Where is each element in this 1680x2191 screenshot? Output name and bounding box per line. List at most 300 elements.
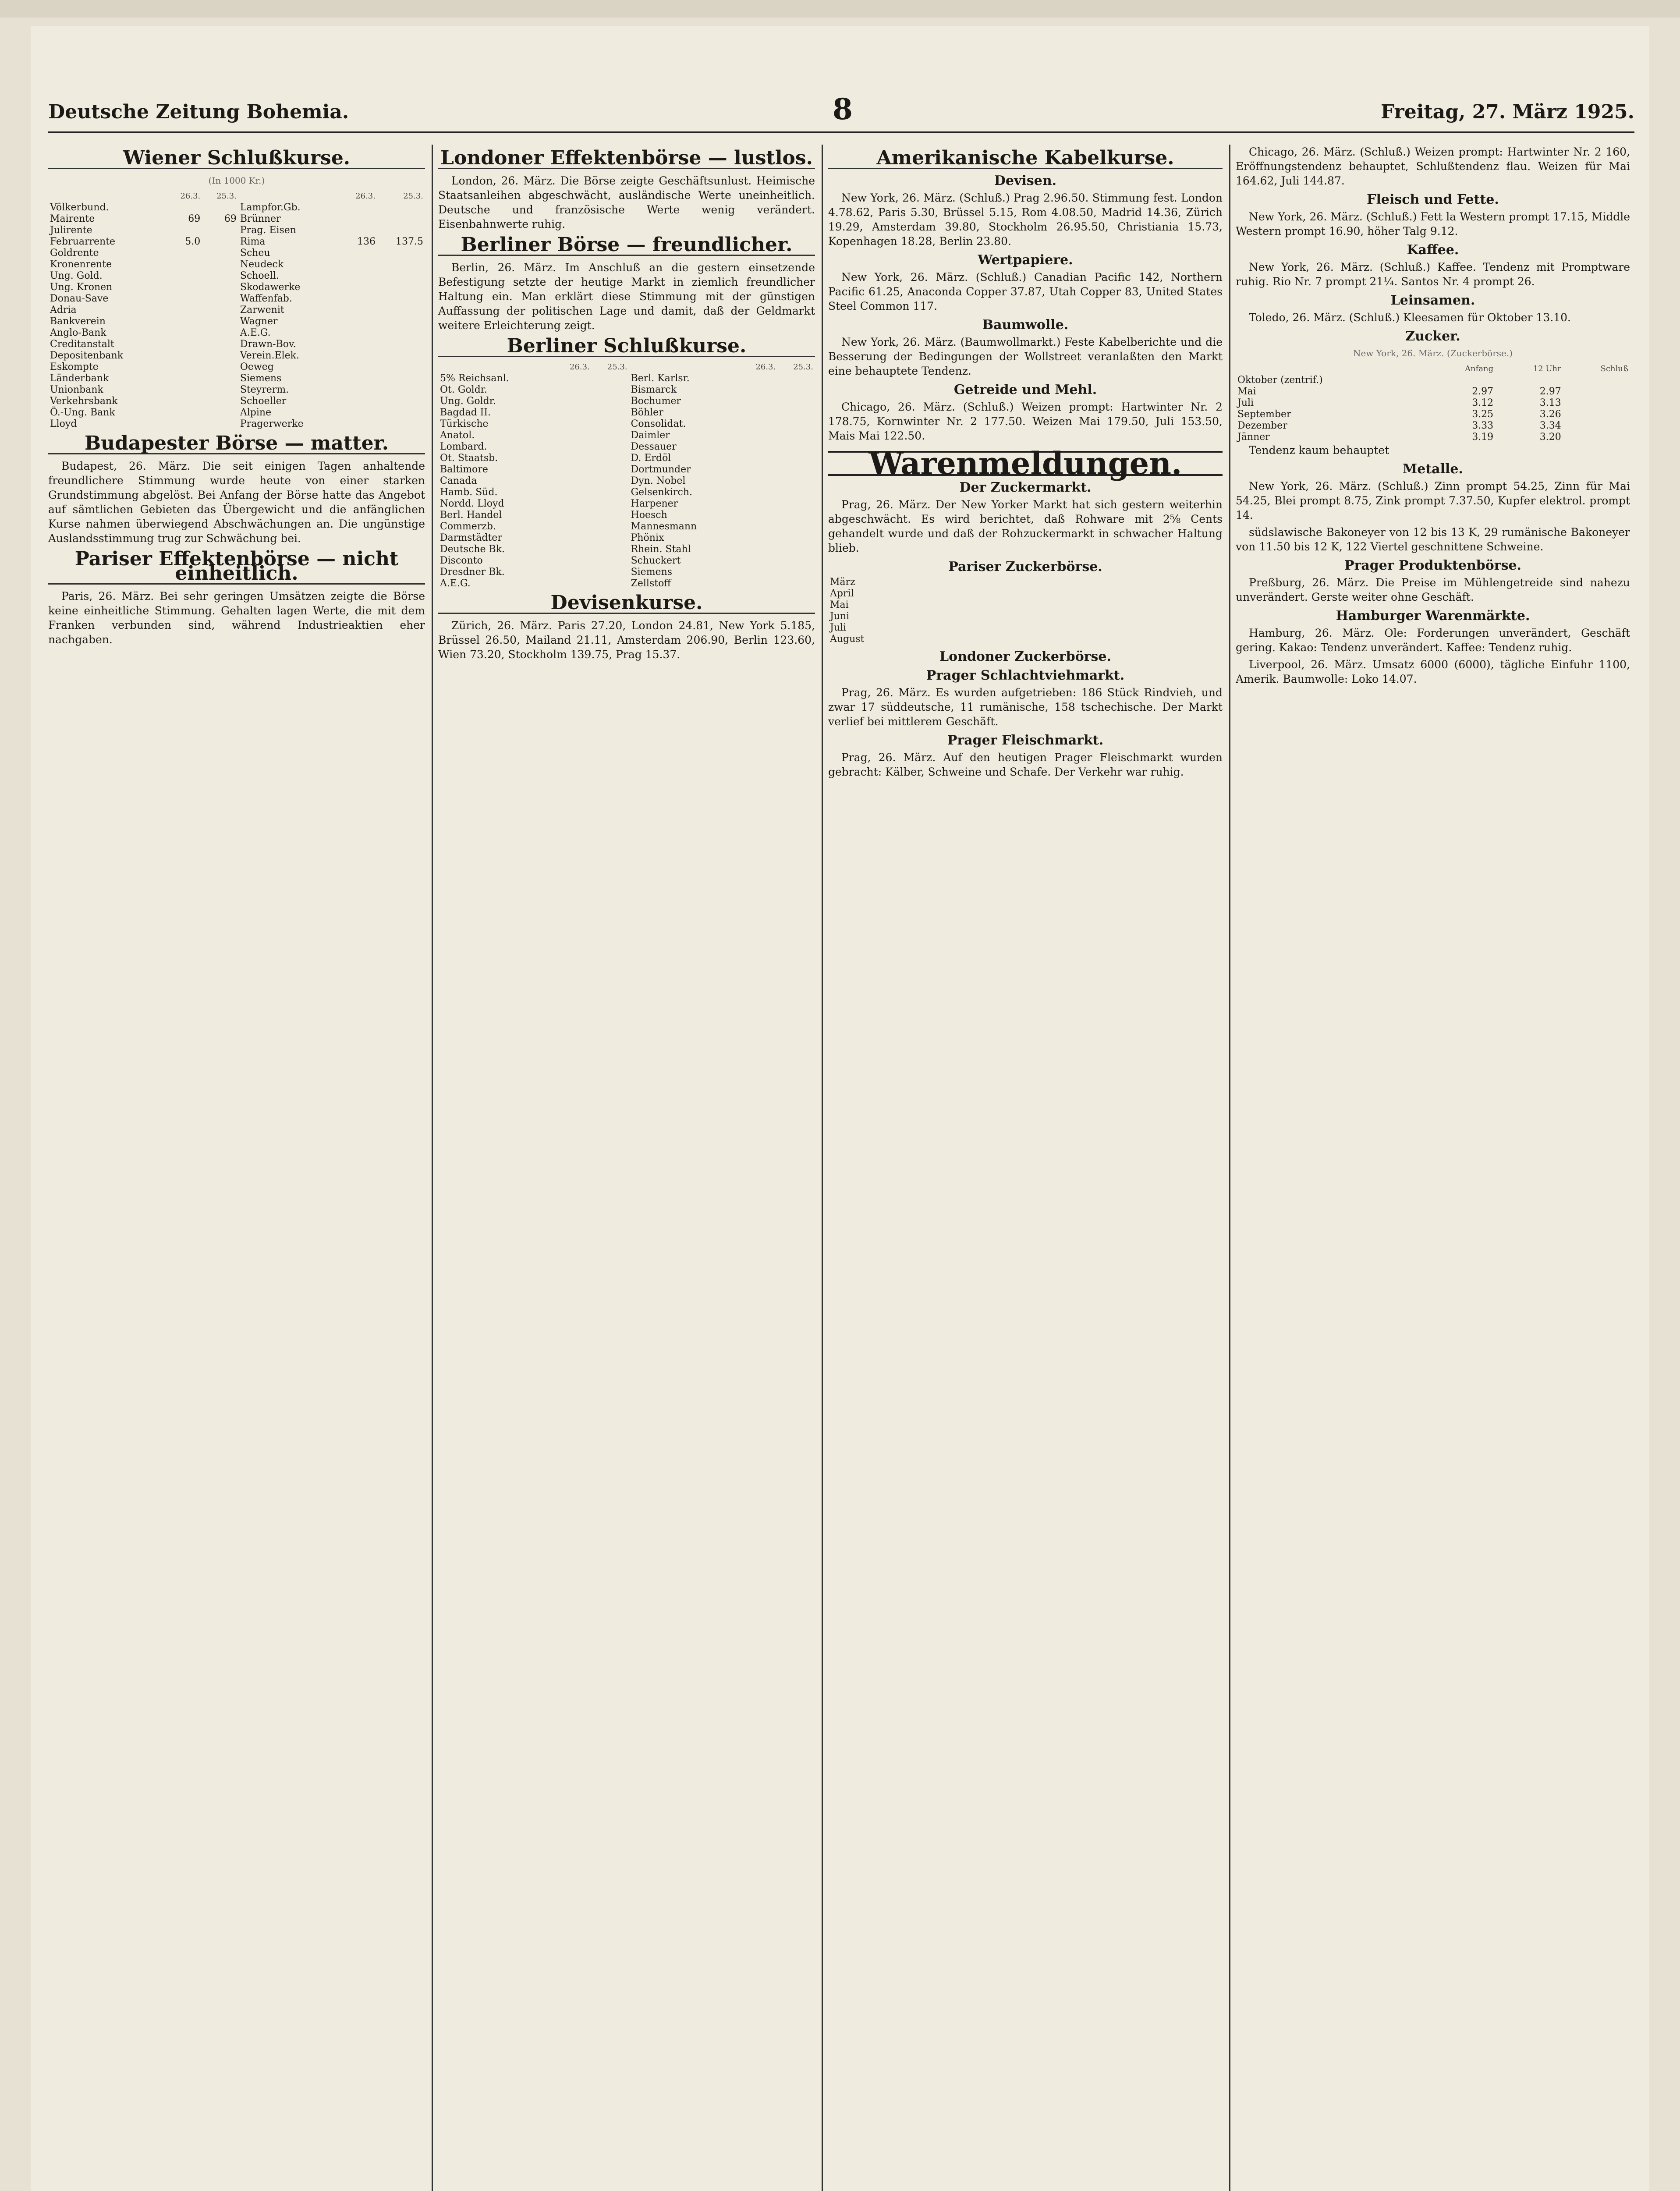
quote-value: [341, 396, 377, 407]
security-name: Rhein. Stahl: [631, 544, 691, 555]
quote-value: 69: [224, 213, 237, 224]
quote-value: [592, 441, 629, 453]
quote-value: [740, 464, 777, 475]
hamburg-subhead: Hamburger Warenmärkte.: [1336, 608, 1530, 624]
quote-value: [166, 248, 202, 259]
quote-value: [166, 293, 202, 305]
quote-value: [377, 362, 425, 373]
security-name: Dortmunder: [631, 464, 691, 475]
table-row: [48, 339, 425, 350]
wertpapiere-subhead: Wertpapiere.: [978, 252, 1073, 268]
security-name: Unionbank: [50, 384, 103, 395]
devisen-text: New York, 26. März. (Schluß.) Prag 2.96.50. Stimmung fest. London 4.78.62, Paris 5.30, Brüssel 5.15, Rom 4.08.50, Madrid 14.36, Zürich 19.29, Amsterdam 39.80, Stockholm 26.95.50, Christiania 15.73, Kopenhagen 18.28, Berlin 23.80.: [828, 191, 1223, 248]
quote-value: [777, 396, 815, 407]
table-row: [438, 407, 815, 418]
vienna-quotes-table: [48, 191, 425, 430]
table-row: [438, 396, 815, 407]
column-4: [1236, 145, 1630, 2191]
security-name: Disconto: [440, 555, 483, 566]
quote-value: [1563, 409, 1630, 420]
table-row: [828, 634, 1223, 645]
quote-value: [166, 373, 202, 384]
quote-value: [554, 498, 592, 510]
security-name: Ung. Gold.: [50, 270, 103, 281]
security-name: Donau-Save: [50, 293, 109, 304]
berlin-schlusskurse-title: Berliner Schlußkurse.: [438, 339, 815, 357]
quote-value: [202, 236, 238, 248]
security-name: Juni: [830, 611, 850, 622]
table-row: [438, 430, 815, 441]
quote-value: [554, 544, 592, 555]
table-row: [48, 202, 425, 213]
security-name: Siemens: [240, 373, 282, 384]
quote-value: [202, 407, 238, 418]
quote-value: [377, 407, 425, 418]
quote-value: [1161, 577, 1191, 588]
quote-value: [1192, 577, 1223, 588]
security-name: Lombard.: [440, 441, 487, 452]
quote-value: [341, 282, 377, 293]
quote-value: [777, 407, 815, 418]
security-name: Oeweg: [240, 362, 274, 372]
quote-value: [777, 453, 815, 464]
quote-value: [1192, 611, 1223, 622]
quote-value: 3.25: [1472, 409, 1494, 420]
quote-value: [202, 202, 238, 213]
quote-value: [592, 384, 629, 396]
quote-value: [1161, 599, 1191, 611]
quote-value: [592, 464, 629, 475]
table-row: [828, 599, 1223, 611]
paris-report: Paris, 26. März. Bei sehr geringen Umsätzen zeigte die Börse keine einheitliche Stimmung. Gehalten lagen Werte, die mit dem Franken verbunden sind, während Industrieaktien eher nachgaben.: [48, 590, 425, 646]
quote-value: [740, 487, 777, 498]
table-row: [1236, 397, 1630, 409]
metalle-text: New York, 26. März. (Schluß.) Zinn prompt 54.25, Zinn für Mai 54.25, Blei prompt 8.75, Zink prompt 7.37.50, Kupfer elektrol. prompt 14.: [1236, 480, 1630, 521]
quote-value: [777, 430, 815, 441]
quote-value: [377, 350, 425, 362]
security-name: Creditanstalt: [50, 339, 114, 350]
quote-value: [377, 316, 425, 327]
quote-value: [341, 362, 377, 373]
security-name: Berl. Karlsr.: [631, 373, 690, 384]
budapest-boerse-title: Budapester Börse — matter.: [48, 436, 425, 454]
quote-value: [377, 213, 425, 225]
quote-value: [592, 475, 629, 487]
zucker-subhead: Zucker.: [1405, 329, 1460, 344]
security-name: Kronenrente: [50, 259, 112, 270]
table-row: [828, 577, 1223, 588]
quote-value: 3.34: [1539, 420, 1561, 431]
quote-value: 137.5: [396, 236, 423, 247]
london-report: London, 26. März. Die Börse zeigte Geschäftsunlust. Heimische Staatsanleihen abgeschwächt, ausländische Werte uneinheitlich. Deutsche und französische Werte wenig verändert. Eisenbahnwerte ruhig.: [438, 174, 815, 230]
chicago-text: Chicago, 26. März. (Schluß.) Weizen prompt: Hartwinter Nr. 2 160, Eröffnungstendenz behauptet, Schlußtendenz flau. Weizen für Mai 164.62, Juli 144.87.: [1236, 145, 1630, 187]
quote-value: [166, 384, 202, 396]
quote-value: [777, 384, 815, 396]
quote-value: [777, 521, 815, 532]
quote-value: [740, 498, 777, 510]
quote-value: [1161, 622, 1191, 634]
table-row: [48, 236, 425, 248]
quote-value: [777, 373, 815, 384]
quote-value: [377, 225, 425, 236]
quote-value: [740, 578, 777, 589]
quote-value: [202, 350, 238, 362]
table-row: [438, 464, 815, 475]
quote-value: [202, 293, 238, 305]
security-name: Lampfor.Gb.: [240, 202, 301, 213]
security-name: Zellstoff: [631, 578, 671, 589]
column-rule: [432, 145, 433, 2191]
quote-value: 3.33: [1472, 420, 1494, 431]
security-name: Phönix: [631, 532, 664, 543]
quote-value: [341, 384, 377, 396]
table-row: [438, 384, 815, 396]
column-1: [48, 145, 425, 2191]
quote-value: [740, 555, 777, 567]
quote-value: [554, 396, 592, 407]
quote-value: [554, 430, 592, 441]
quote-value: [554, 441, 592, 453]
security-name: Februarrente: [50, 236, 116, 247]
berlin-boerse-title: Berliner Börse — freundlicher.: [438, 238, 815, 256]
quote-value: [202, 373, 238, 384]
quote-value: [166, 418, 202, 430]
col-head: Schluß: [1600, 364, 1628, 373]
table-row: [1236, 432, 1630, 443]
quote-value: [377, 293, 425, 305]
quote-value: 3.13: [1539, 397, 1561, 408]
scan-border: [0, 0, 1680, 18]
quote-value: [166, 305, 202, 316]
quote-value: [554, 487, 592, 498]
wiener-schlusskurse-title: Wiener Schlußkurse.: [48, 151, 425, 169]
quote-value: [554, 475, 592, 487]
quote-value: [554, 418, 592, 430]
quote-value: [740, 510, 777, 521]
fleischmarkt-subhead: Prager Fleischmarkt.: [947, 733, 1104, 748]
baumwolle-subhead: Baumwolle.: [982, 317, 1069, 333]
quote-value: [1192, 622, 1223, 634]
quote-value: 5.0: [185, 236, 201, 247]
kaffee-subhead: Kaffee.: [1407, 242, 1459, 258]
quote-value: [777, 464, 815, 475]
quote-value: [377, 396, 425, 407]
col-head: 26.3.: [755, 362, 776, 372]
security-name: Juli: [830, 622, 847, 633]
quote-value: [166, 350, 202, 362]
quote-value: [777, 544, 815, 555]
quote-value: [377, 270, 425, 282]
pariser-zucker-subhead: Pariser Zuckerbörse.: [948, 559, 1102, 574]
quote-value: 3.12: [1472, 397, 1494, 408]
col-head: 26.3.: [180, 191, 201, 201]
security-name: Anglo-Bank: [50, 327, 106, 338]
quote-value: [777, 578, 815, 589]
quote-value: [740, 532, 777, 544]
security-name: Türkische: [440, 418, 489, 429]
quote-value: [592, 373, 629, 384]
quote-value: [166, 362, 202, 373]
column-3: [828, 145, 1223, 2191]
security-name: Ung. Goldr.: [440, 396, 496, 407]
quote-value: [202, 270, 238, 282]
security-name: Julirente: [50, 225, 92, 236]
col-head: Anfang: [1465, 364, 1494, 373]
quote-value: [740, 407, 777, 418]
quote-value: [777, 498, 815, 510]
quote-value: [592, 532, 629, 544]
quote-value: [1161, 611, 1191, 622]
table-row: [48, 293, 425, 305]
table-row: [48, 248, 425, 259]
quote-value: [777, 532, 815, 544]
quote-value: [1563, 420, 1630, 432]
quote-value: [202, 316, 238, 327]
quote-value: [740, 567, 777, 578]
table-row: [438, 510, 815, 521]
leinsamen-subhead: Leinsamen.: [1390, 293, 1475, 308]
quote-value: [777, 441, 815, 453]
table-row: [48, 270, 425, 282]
table-row: [48, 259, 425, 270]
quote-value: [554, 407, 592, 418]
quote-value: [1495, 375, 1563, 386]
quote-value: 3.19: [1472, 432, 1494, 443]
table-row: [48, 418, 425, 430]
security-name: Siemens: [631, 567, 673, 578]
table-row: [438, 498, 815, 510]
quote-value: [377, 327, 425, 339]
baumwolle-text: New York, 26. März. (Baumwollmarkt.) Feste Kabelberichte und die Besserung der Bedingungen der Wollstreet veranlaßten den Markt eine behauptete Tendenz.: [828, 336, 1223, 377]
quote-value: [202, 418, 238, 430]
kabelkurse-title: Amerikanische Kabelkurse.: [828, 151, 1223, 169]
quote-value: [592, 555, 629, 567]
quote-value: [166, 225, 202, 236]
quote-value: [554, 510, 592, 521]
security-name: Ot. Staatsb.: [440, 453, 498, 464]
security-name: Depositenbank: [50, 350, 124, 361]
quote-value: [202, 327, 238, 339]
security-name: Steyrerm.: [240, 384, 289, 395]
quote-value: [341, 305, 377, 316]
quote-value: [740, 418, 777, 430]
quote-value: [341, 316, 377, 327]
quote-value: [166, 270, 202, 282]
table-row: [1236, 420, 1630, 432]
security-name: Schoeller: [240, 396, 287, 407]
quote-value: [740, 373, 777, 384]
col-head: 25.3.: [607, 362, 627, 372]
security-name: Ö.-Ung. Bank: [50, 407, 115, 418]
quote-value: [166, 202, 202, 213]
quote-value: [377, 373, 425, 384]
security-name: Wagner: [240, 316, 278, 327]
security-name: Drawn-Bov.: [240, 339, 296, 350]
security-name: A.E.G.: [240, 327, 271, 338]
security-name: Bochumer: [631, 396, 681, 407]
quote-value: [592, 567, 629, 578]
quote-value: [592, 453, 629, 464]
berlin-report: Berlin, 26. März. Im Anschluß an die gestern einsetzende Befestigung setzte der heutige Markt in ziemlich freundlicher Haltung ein. Man erklärt diese Stimmung mit der günstigen Auffassung der politischen Lage und damit, daß der Geldmarkt weitere Erleichterung zeigt.: [438, 261, 815, 332]
table-row: [438, 567, 815, 578]
quote-value: [377, 384, 425, 396]
londoner-zucker-subhead: Londoner Zuckerbörse.: [939, 649, 1111, 664]
unit-note: (In 1000 Kr.): [208, 175, 265, 186]
quote-value: [202, 396, 238, 407]
quote-value: [166, 339, 202, 350]
quote-value: [377, 418, 425, 430]
quote-value: [341, 270, 377, 282]
table-row: [48, 282, 425, 293]
quote-value: [166, 396, 202, 407]
security-name: Jänner: [1237, 432, 1270, 443]
table-row: [438, 475, 815, 487]
security-name: Darmstädter: [440, 532, 502, 543]
security-name: Juli: [1237, 397, 1254, 408]
quote-value: [377, 248, 425, 259]
table-row: [438, 418, 815, 430]
security-name: Länderbank: [50, 373, 109, 384]
quote-value: [341, 327, 377, 339]
quote-value: [777, 475, 815, 487]
quote-value: 2.97: [1539, 386, 1561, 397]
quote-value: [740, 521, 777, 532]
table-row: [48, 384, 425, 396]
quote-value: [592, 521, 629, 532]
sugar-exchange-title: New York, 26. März. (Zuckerbörse.): [1353, 348, 1513, 358]
quote-value: [1563, 432, 1630, 443]
security-name: Harpener: [631, 498, 678, 509]
quote-value: [1161, 588, 1191, 599]
table-row: [1236, 409, 1630, 420]
table-row: [48, 225, 425, 236]
security-name: Daimler: [631, 430, 670, 441]
quote-value: [341, 418, 377, 430]
quote-value: [777, 418, 815, 430]
devisenkurse-title: Devisenkurse.: [438, 596, 815, 614]
security-name: Bismarck: [631, 384, 677, 395]
produktenboerse-subhead: Prager Produktenbörse.: [1344, 558, 1522, 573]
quote-value: [202, 384, 238, 396]
quote-value: [341, 202, 377, 213]
table-row: [48, 316, 425, 327]
quote-value: [341, 350, 377, 362]
security-name: Verkehrsbank: [50, 396, 118, 407]
security-name: Schoell.: [240, 270, 279, 281]
security-name: Skodawerke: [240, 282, 301, 293]
quote-value: [554, 567, 592, 578]
quote-value: [740, 396, 777, 407]
quote-value: [341, 293, 377, 305]
quote-value: 3.20: [1539, 432, 1561, 443]
quote-value: [740, 441, 777, 453]
security-name: Scheu: [240, 248, 270, 259]
security-name: Ot. Goldr.: [440, 384, 487, 395]
security-name: Nordd. Lloyd: [440, 498, 504, 509]
security-name: D. Erdöl: [631, 453, 671, 464]
bakoneyer-text: südslawische Bakoneyer von 12 bis 13 K, 29 rumänische Bakoneyer von 11.50 bis 12 K, 122 Viertel geschnittene Schweine.: [1236, 526, 1630, 553]
quote-value: [740, 384, 777, 396]
paris-boerse-title: Pariser Effektenbörse — nicht einheitlich.: [48, 552, 425, 585]
quote-value: [1192, 588, 1223, 599]
quote-value: [592, 407, 629, 418]
quote-value: [777, 487, 815, 498]
quote-value: [592, 430, 629, 441]
security-name: Canada: [440, 475, 477, 486]
security-name: Consolidat.: [631, 418, 686, 429]
quote-value: [341, 259, 377, 270]
col-head: 26.3.: [355, 191, 376, 201]
table-row: [438, 555, 815, 567]
quote-value: [740, 544, 777, 555]
security-name: Dyn. Nobel: [631, 475, 686, 486]
leinsamen-text: Toledo, 26. März. (Schluß.) Kleesamen für Oktober 13.10.: [1249, 311, 1571, 324]
fleisch-subhead: Fleisch und Fette.: [1367, 192, 1499, 207]
quote-value: [1563, 397, 1630, 409]
column-rule: [1229, 145, 1230, 2191]
issue-date: Freitag, 27. März 1925.: [1381, 101, 1634, 123]
quote-value: [1563, 375, 1630, 386]
quote-value: 2.97: [1472, 386, 1494, 397]
security-name: Mairente: [50, 213, 95, 224]
table-row: [438, 453, 815, 464]
quote-value: [341, 248, 377, 259]
quote-value: [592, 487, 629, 498]
security-name: Mannesmann: [631, 521, 697, 532]
security-name: Verein.Elek.: [240, 350, 299, 361]
quote-value: [377, 305, 425, 316]
quote-value: [202, 248, 238, 259]
column-2: [438, 145, 815, 2191]
security-name: Mai: [830, 599, 849, 610]
security-name: Ung. Kronen: [50, 282, 113, 293]
table-row: [48, 327, 425, 339]
warenmeldungen-banner: Warenmeldungen.: [828, 451, 1223, 476]
kaffee-text: New York, 26. März. (Schluß.) Kaffee. Tendenz mit Promptware ruhig. Rio Nr. 7 prompt 21¼. Santos Nr. 4 prompt 26.: [1236, 261, 1630, 288]
table-row: [438, 578, 815, 589]
quote-value: [740, 475, 777, 487]
security-name: Dezember: [1237, 420, 1287, 431]
security-name: April: [830, 588, 854, 599]
security-name: Zarwenit: [240, 305, 284, 316]
quote-value: 69: [188, 213, 201, 224]
berlin-quotes-table: [438, 362, 815, 589]
quote-value: [377, 202, 425, 213]
quote-value: [1192, 599, 1223, 611]
security-name: Eskompte: [50, 362, 99, 372]
budapest-report: Budapest, 26. März. Die seit einigen Tagen anhaltende freundlichere Stimmung wurde heute von einer starken Grundstimmung abgelöst. Bei Anfang der Börse hatte das Angebot auf sämtlichen Gebieten das Übergewicht und die anfänglichen Kurse nahmen überwiegend Abschwächungen an. Die ungünstige Auslandsstimmung trug zur Schwächung bei.: [48, 460, 425, 545]
security-name: Prag. Eisen: [240, 225, 296, 236]
quote-value: [202, 362, 238, 373]
quote-value: [341, 339, 377, 350]
paper-name: Deutsche Zeitung Bohemia.: [48, 101, 349, 123]
table-row: [48, 362, 425, 373]
security-name: September: [1237, 409, 1291, 420]
security-name: Anatol.: [440, 430, 475, 441]
quote-value: [166, 327, 202, 339]
devisen-subhead: Devisen.: [994, 173, 1057, 188]
table-row: [48, 305, 425, 316]
page-number: 8: [833, 92, 853, 126]
quote-value: [202, 225, 238, 236]
quote-value: [777, 567, 815, 578]
table-row: [48, 373, 425, 384]
hamburg-text: Hamburg, 26. März. Ole: Forderungen unverändert, Geschäft gering. Kakao: Tendenz unverändert. Kaffee: Tendenz ruhig.: [1236, 627, 1630, 654]
security-name: 5% Reichsanl.: [440, 373, 509, 384]
quote-value: [166, 407, 202, 418]
quote-value: [166, 259, 202, 270]
quote-value: [166, 316, 202, 327]
